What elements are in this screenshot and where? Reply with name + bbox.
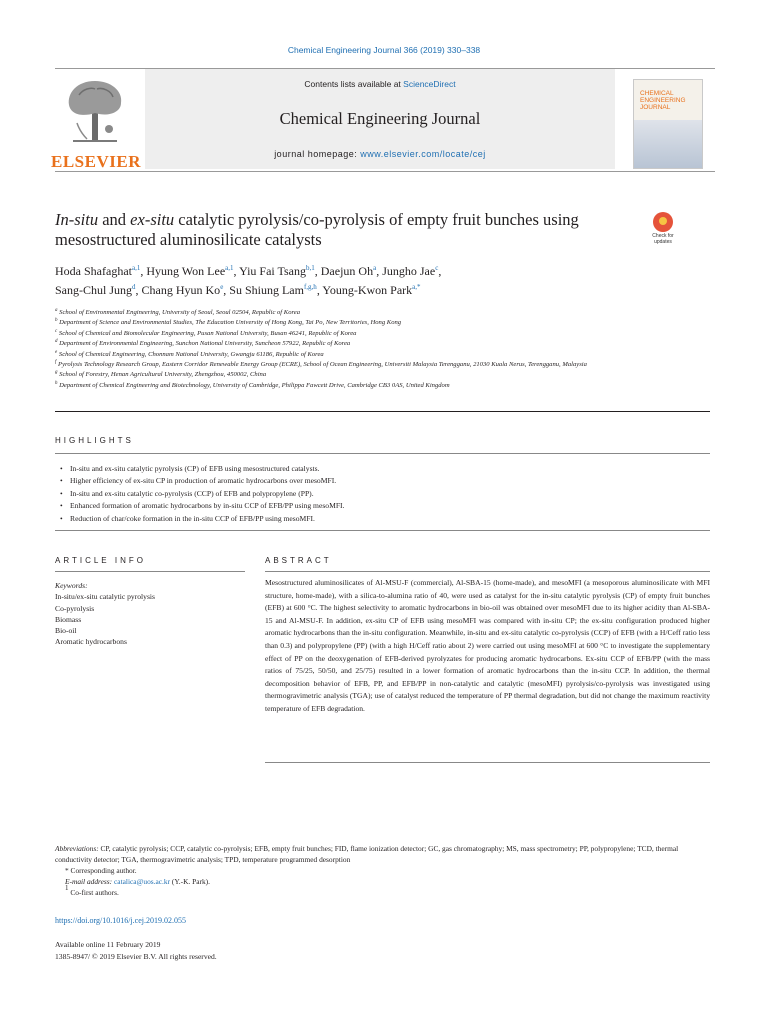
masthead bbox=[51, 68, 715, 172]
contents-prefix: Contents lists available at bbox=[304, 79, 404, 89]
title-insitu: In-situ bbox=[55, 210, 99, 229]
divider bbox=[265, 571, 710, 572]
abstract-text: Mesostructured aluminosilicates of Al-MSU-F (commercial), Al-SBA-15 (home-made), and mesoMFI (a mesoporous aluminosilicate with MFI structure, home-made), with a silica-to-alumina ratio of 40, were used as catalyst for the in-situ catalytic pyrolysis (CP) of empty fruit bunches (EFB) at 600 °C. The highest selectivity to aromatic hydrocarbons in bio-oil was obtained over mesoMFI due to its higher acidity than Al-SBA-15 and Al-MSU-F. In addition, ex-situ CP of EFB using mesoMFI was compared with in-situ CP; the ex-situ configuration produced higher aromatic hydrocarbons than the in-situ configuration. Meanwhile, in-situ and ex-situ catalytic co-pyrolysis (CCP) of EFB (with a H/Ceff ratio less than 0.3) and polypropylene (PP) (with a high H/Ceff ratio about 2) were carried out using mesoMFI at 600 °C to investigate the supplementary effect of PP on the deoxygenation of EFB-derived pyrolyzates for producing aromatic hydrocarbons. Ex-situ CCP of EFB/PP (with the mass ratios of 75/25, 50/50, and 25/75) resulted in a lower formation of aromatic hydrocarbons than the in-situ CCP. In addition, the thermal decomposition behavior of EFB, PP, and EFB/PP in non-catalytic and catalytic (mesoMFI) pyrolysis/co-pyrolysis was investigated using thermogravimetric analysis (TGA); use of catalyst reduced the temperature of PP thermal degradation, but did not change the maximum reactivity temperature of EFB degradation. bbox=[265, 578, 710, 713]
check-for-updates-badge[interactable] bbox=[643, 212, 679, 248]
highlight-item: • In-situ and ex-situ catalytic co-pyrolysis (CCP) of EFB and polypropylene (PP). bbox=[60, 488, 700, 500]
divider bbox=[55, 571, 245, 572]
highlight-item: • In-situ and ex-situ catalytic pyrolysis (CP) of EFB using mesostructured catalysts. bbox=[60, 463, 700, 475]
author[interactable]: Chang Hyun Ko$^e$, bbox=[141, 282, 230, 297]
contents-line bbox=[145, 79, 615, 89]
affiliation: $^b$ Department of Science and Environmental Studies, The Education University of Hong Kong, Tai Po, New Territories, Hong Kong bbox=[55, 318, 402, 327]
affiliation: $^c$ School of Chemical and Biomolecular Engineering, Pusan National University, Busan 46241, Republic of Korea bbox=[55, 328, 357, 337]
affiliation: $^h$ Department of Chemical Engineering and Biotechnology, University of Cambridge, Philippa Fawcett Drive, Cambridge CB3 0AS, United Kingdom bbox=[55, 380, 450, 389]
article-info-heading: ARTICLE INFO bbox=[55, 556, 146, 565]
highlight-item: • Reduction of char/coke formation in the in-situ CCP of EFB/PP using mesoMFI. bbox=[60, 513, 700, 525]
author[interactable]: Sang-Chul Jung$^d$, bbox=[55, 282, 142, 297]
affiliation: $^d$ Department of Environmental Engineering, Sunchon National University, Suncheon 57922, Republic of Korea bbox=[55, 339, 351, 348]
tree-icon bbox=[63, 77, 127, 147]
highlight-item: • Enhanced formation of aromatic hydrocarbons by in-situ CCP of EFB/PP using mesoMFI. bbox=[60, 500, 700, 512]
author[interactable]: Hyung Won Lee$^{a,1}$, bbox=[146, 264, 240, 278]
author[interactable]: Daejun Oh$^a$, bbox=[320, 264, 383, 278]
elsevier-logo[interactable] bbox=[51, 75, 141, 171]
article-title bbox=[55, 210, 635, 250]
keyword: Aromatic hydrocarbons bbox=[55, 637, 127, 647]
keyword: In-situ/ex-situ catalytic pyrolysis bbox=[55, 592, 155, 602]
affiliations bbox=[55, 308, 705, 391]
divider bbox=[55, 411, 710, 412]
keyword: Co-pyrolysis bbox=[55, 603, 95, 613]
author[interactable]: Jungho Jae$^c$, bbox=[382, 264, 442, 278]
author[interactable]: Young-Kwon Park$^{a,*}$ bbox=[322, 282, 421, 297]
divider bbox=[55, 453, 710, 454]
homepage-link[interactable]: www.elsevier.com/locate/cej bbox=[360, 149, 486, 159]
journal-name: Chemical Engineering Journal bbox=[279, 109, 481, 128]
author[interactable]: Yiu Fai Tsang$^{b,1}$, bbox=[239, 264, 321, 278]
cofirst-note: $^1$ Co-first authors. bbox=[65, 884, 119, 897]
keyword: Biomass bbox=[55, 614, 82, 624]
corresponding-note: * Corresponding author. bbox=[65, 866, 137, 875]
highlight-item: • Higher efficiency of ex-situ CP in production of aromatic hydrocarbons over mesoMFI. bbox=[60, 475, 700, 487]
homepage-line bbox=[145, 149, 615, 159]
cover-title: CHEMICAL ENGINEERING JOURNAL bbox=[640, 90, 686, 111]
footnotes bbox=[55, 843, 715, 898]
highlights-heading: HIGHLIGHTS bbox=[55, 436, 134, 445]
highlights-list bbox=[60, 463, 700, 525]
journal-banner bbox=[145, 69, 615, 169]
divider bbox=[265, 762, 710, 763]
divider bbox=[55, 530, 710, 531]
available-online: Available online 11 February 2019 bbox=[55, 940, 161, 949]
check-updates-label: Check for updates bbox=[652, 233, 674, 245]
author[interactable]: Hoda Shafaghat$^{a,1}$, bbox=[55, 264, 147, 278]
publisher-wordmark: ELSEVIER bbox=[51, 152, 141, 171]
check-updates-icon bbox=[653, 212, 673, 232]
author[interactable]: Su Shiung Lam$^{f,g,h}$, bbox=[229, 282, 323, 297]
affiliation: $^g$ School of Forestry, Henan Agricultural University, Zhengzhou, 450002, China bbox=[55, 370, 267, 379]
sciencedirect-link[interactable]: ScienceDirect bbox=[403, 79, 456, 89]
title-rest: catalytic pyrolysis/co-pyrolysis of empty fruit bunches using mesostructured aluminosilicate catalysts bbox=[55, 210, 579, 249]
publication-info bbox=[55, 939, 217, 962]
title-and: and bbox=[98, 210, 131, 229]
affiliation: $^f$ Pyrolysis Technology Research Group, Eastern Corridor Renewable Energy Group (ECRE), School of Ocean Engineering, Universiti Malaysia Terengganu, 21030 Kuala Nerus, Terengganu, Malaysia bbox=[55, 360, 587, 369]
title-exsitu: ex-situ bbox=[130, 210, 175, 229]
journal-cover[interactable] bbox=[633, 79, 703, 169]
keyword: Bio-oil bbox=[55, 626, 77, 636]
doi-link[interactable]: https://doi.org/10.1016/j.cej.2019.02.055 bbox=[55, 916, 186, 925]
cover-image bbox=[634, 120, 702, 168]
keywords bbox=[55, 580, 245, 648]
homepage-prefix: journal homepage: bbox=[274, 149, 361, 159]
author-list bbox=[55, 262, 695, 299]
abstract-heading: ABSTRACT bbox=[265, 556, 332, 565]
affiliation: $^e$ School of Chemical Engineering, Chonnam National University, Gwangju 61186, Republic of Korea bbox=[55, 349, 324, 358]
abbreviations-note: Abbreviations: CP, catalytic pyrolysis; CCP, catalytic co-pyrolysis; EFB, empty fruit bunches; FID, flame ionization detector; GC, gas chromatography; MS, mass spectrometry; PP, polypropylene; TCD, thermal conductivity detector; TGA, thermogravimetric analysis; TPD, temperature programmed desorption bbox=[55, 844, 679, 864]
email-note: E-mail address: catalica@uos.ac.kr (Y.-K. Park). bbox=[65, 877, 210, 886]
email-link[interactable]: catalica@uos.ac.kr bbox=[114, 877, 171, 886]
journal-citation[interactable]: Chemical Engineering Journal 366 (2019) 330–338 bbox=[287, 45, 481, 55]
keywords-label: Keywords: bbox=[55, 581, 88, 590]
affiliation: $^a$ School of Environmental Engineering, University of Seoul, Seoul 02504, Republic of Korea bbox=[55, 308, 301, 316]
copyright: 1385-8947/ © 2019 Elsevier B.V. All rights reserved. bbox=[55, 951, 217, 961]
